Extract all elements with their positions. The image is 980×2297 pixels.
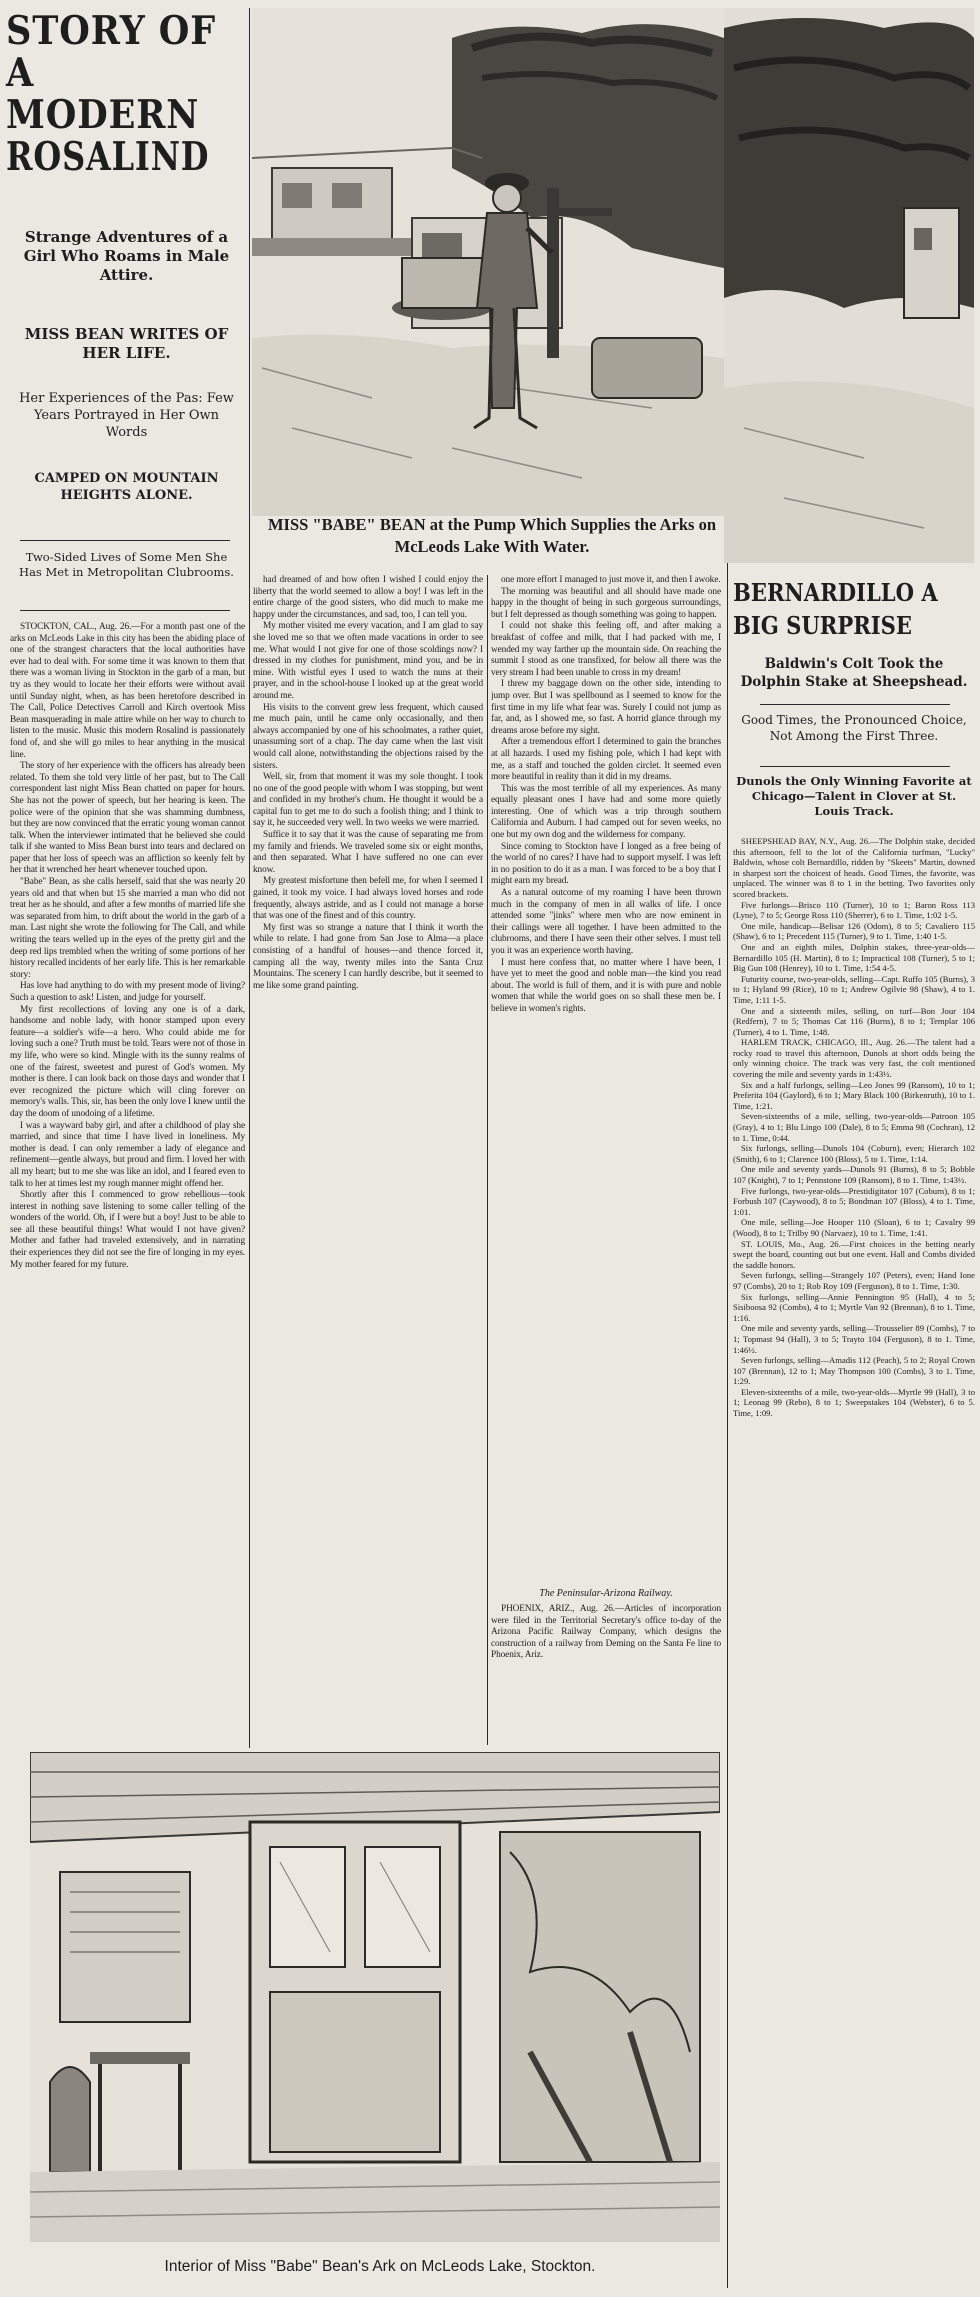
race-result: Six furlongs, selling—Annie Pennington 95 (Hall), 4 to 5; Sisiboosa 92 (Combs), 4 to 1; Myrtle Van 92 (Brennan), 8 to 1. Time, 1:16.: [733, 1291, 975, 1323]
race-result: One mile, handicap—Belisar 126 (Odom), 8 to 5; Cavaliero 115 (Shaw), 6 to 1; Precedent 115 (Turner), 9 to 1. Time, 1:40 1-5.: [733, 920, 975, 942]
pump-caption: MISS "BABE" BEAN at the Pump Which Supplies the Arks on McLeods Lake With Water.: [267, 515, 717, 556]
ark-interior-illustration: [30, 1752, 720, 2242]
paragraph: Suffice it to say that it was the cause of separating me from my family and friends. We traveled some six or eight months, and then separated. What I have suffered no one can ever know.: [253, 830, 483, 875]
paragraph: Has love had anything to do with my present mode of living? Such a question to ask! Listen, and judge for yourself.: [10, 981, 245, 1003]
paragraph: The story of her experience with the officers has already been related. To them she told very little of her past, but to The Call correspondent last night Miss Bean chatted on paper for hours. She has not the power of speech, but her hearing is keen. The police were of the opinion that she was shamming dumbness, but they are now convinced that the erratic young woman cannot talk. When the interviewer intimated that he believed she could talk if she wanted to Miss Bean burst into tears and declared on paper that her loss of speech was an affliction so keenly felt by her that it wrenched her heart whenever touched upon.: [10, 761, 245, 876]
paragraph: had dreamed of and how often I wished I could enjoy the liberty that the world seemed to allow a boy! I was left in the entire charge of the good sisters, who did much to make me happy under the circumstances, and sad, too, I can tell you.: [253, 575, 483, 620]
deck-dunols: Dunols the Only Winning Favorite at Chicago—Talent in Clover at St. Louis Track.: [736, 774, 972, 818]
paragraph: As a natural outcome of my roaming I have been thrown much in the company of men in all walks of life. I once attended some "jinks" where men who are now eminent in their callings were all together. I have been admitted to the clubrooms, and there I have seen their other selves. I must tell you it was an experience worth having.: [491, 888, 721, 956]
paragraph: I could not shake this feeling off, and after making a breakfast of coffee and milk, that I had packed with me, I wended my way farther up the mountain side. On reaching the summit I stood as one transfixed, for below all there was the very stream I had been unable to cross in my dream!: [491, 621, 721, 678]
headline-line: BERNARDILLO A: [733, 578, 938, 607]
paragraph: My first recollections of loving any one is of a dark, handsome and noble lady, with honor stamped upon every feature—a soldier's wife—a hero. Who could abide me for loving such a one? Truth must be told. Tears were not of those in my life, who were so kind. Mingle with its the sunny realms of one of the fairest, sweetest and purest of God's women. My mother is there. I can look back on those days and wonder that I ever recognized the picture which will cling forever on memory's walls. This, sir, has been the only love I knew until the day the doom of unodoing of a lifetime.: [10, 1004, 245, 1119]
race-result: Seven-sixteenths of a mile, selling, two-year-olds—Patroon 105 (Gray), 4 to 1; Blu Lingo 100 (Dale), 8 to 5; Emma 98 (Cochran), 12 to 1. Time, 0:44.: [733, 1111, 975, 1143]
deck-baldwin-colt: Baldwin's Colt Took the Dolphin Stake at Sheepshead.: [740, 656, 968, 690]
paragraph: Well, sir, from that moment it was my sole thought. I took no one of the good people with whom I was stopping, but went and confided in my brother's chum. He thought it would be a capital fun to get me to do such a foolish thing; and I think to say it, he succeeded very well. In two weeks we were married.: [253, 772, 483, 829]
deck-good-times: Good Times, the Pronounced Choice, Not Among the First Three.: [741, 713, 967, 743]
column-divider: [487, 575, 488, 1745]
deck-miss-bean: MISS BEAN WRITES OF HER LIFE.: [24, 325, 229, 362]
ark-interior-drawing: [30, 1752, 720, 2242]
race-result: Five furlongs, two-year-olds—Prestidigitator 107 (Coburn), 8 to 1; Forbush 107 (Caywood), 8 to 5; Bondman 107 (Bloss), 4 to 1. Time, 1:01.: [733, 1185, 975, 1217]
race-result: Seven furlongs, selling—Strangely 107 (Peters), even; Hand Ione 97 (Combs), 20 to 1; Rob Roy 109 (Ferguson), 8 to 1. Time, 1:30.: [733, 1270, 975, 1291]
deck-camped: CAMPED ON MOUNTAIN HEIGHTS ALONE.: [34, 471, 219, 503]
story-continued-col2: [491, 575, 721, 1580]
column-rule: [20, 540, 230, 541]
paragraph: His visits to the convent grew less frequent, which caused me much pain, until he came only occasionally, and then always accompanied by one of his schoolmates, a rather quiet, unassuming sort of a chap. The day came when the last visit would call alone, notwithstanding the objections raised by the sisters.: [253, 702, 483, 771]
race-result: Eleven-sixteenths of a mile, two-year-olds—Myrtle 99 (Hall), 3 to 1; Leonag 99 (Rebo), 8 to 1; Sweepstakes 104 (Webster), 6 to 5. Time, 1:09.: [733, 1386, 975, 1419]
column-divider: [249, 8, 250, 1748]
headline-line: STORY OF: [6, 8, 217, 54]
race-result: One and a sixteenth miles, selling, on turf—Bon Jour 104 (Redfern), 7 to 5; Thomas Cat 116 (Burns), 8 to 1; Templar 106 (Turner), 4 to 1. Time, 1:48.: [733, 1005, 975, 1037]
paragraph: This was the most terrible of all my experiences. As many equally pleasant ones I have had and some more quietly interesting. One of which was a trip through southern California and Auburn. I had camped out for seven weeks, no one but my own dog and the wilderness for company.: [491, 783, 721, 841]
headline-line: A MODERN: [6, 50, 200, 138]
paragraph: I threw my baggage down on the other side, intending to jump over. But I was spellbound as I seemed to know for the first time in my life what fear was. Surely I could not jump as far, and, as I showed me, so fast. A horrid glance through my dreams arose before my sight.: [491, 679, 721, 736]
paragraph: After a tremendous effort I determined to gain the branches at all hazards. I used my fishing pole, which I had kept with me, as a staff and touched the golden circlet. It seemed even more beautiful in reality than it did in my dreams.: [491, 737, 721, 783]
paragraph: My mother visited me every vacation, and I am glad to say she loved me so that we often made vacations in order to see me. What would I not give for one of those scoldings now? I dressed in my clothes for punishment, mind you, and be in mine. With wistful eyes I used to watch the nuns at their prayer, and in the school-house I looked up at the great world around me.: [253, 621, 483, 701]
paragraph: "Babe" Bean, as she calls herself, said that she was nearly 20 years old and that when but 15 she married a man who did not treat her as he should, and after a few months of married life she was separated from him, to drift about the world in the garb of a man. Last night she wrote the following for The Call, and while writing the tears welled up in the eyes of the pretty girl and the deep red lips trembled when the writing of some portions of her history recalled incidents of her early life. This is her remarkable story:: [10, 877, 245, 980]
deck-strange-adventures: Strange Adventures of a Girl Who Roams in Male Attire.: [23, 228, 230, 284]
paragraph: I was a wayward baby girl, and after a childhood of play she married, and since that time I have lived in loneliness. My mother is dead. I can only remember a lady of elegance and refinement—gentle always, but proud and firm. I loved her with all my heart; but to me she was like an idol, and I feared even to talk to her at times lest my rough manner might offend her.: [10, 1120, 245, 1189]
race-result: One mile and seventy yards, selling—Trousselier 89 (Combs), 7 to 1; Topmast 94 (Hall), 3 to 5; Trayto 104 (Ferguson), 8 to 1. Time, 1:46½.: [733, 1323, 975, 1355]
column-rule: [760, 704, 950, 705]
race-result: Seven furlongs, selling—Amadis 112 (Peach), 5 to 2; Royal Crown 107 (Brennan), 12 to 1; May Thompson 100 (Combs), 3 to 1. Time, 1:29.: [733, 1355, 975, 1387]
paragraph: STOCKTON, CAL., Aug. 26.—For a month past one of the arks on McLeods Lake in this city has been the abiding place of one of the strangest characters that the local authorities have ever had to deal with. For some time it was known to them that there was a woman living in Stockton in the garb of a man, but try as they would to locate her their efforts were without avail until Sunday night, when, as has been heretofore described in The Call, Police Detectives Carroll and Kirch overtook Miss Bean masquerading in male attire while on her way to church to listen to the music. Music this modern Rosalind is passionately fond of, and she will go miles to hear anything in the musical line.: [10, 622, 245, 760]
paragraph: one more effort I managed to just move it, and then I awoke.: [501, 575, 721, 585]
headline-line: BIG SURPRISE: [733, 611, 913, 640]
ark-interior-caption: Interior of Miss "Babe" Bean's Ark on McLeods Lake, Stockton.: [164, 2258, 596, 2275]
rosalind-story-body: [10, 622, 245, 1642]
deck-two-sided: Two-Sided Lives of Some Men She Has Met in Metropolitan Clubrooms.: [19, 550, 234, 579]
paragraph: Since coming to Stockton have I longed as a free being of the world of no cares? I have had to support myself. I was left in no position to do it as a man. I was forced to be a boy that I might earn my bread.: [491, 841, 721, 887]
paragraph: My first was so strange a nature that I think it worth the while to relate. I had gone from San Jose to Alma—a place consisting of a handful of houses—and thence forced it, camping all the way, twenty miles into the Santa Cruz Mountains. The scenery I can hardly describe, but it seemed to me like some grand painting.: [253, 922, 483, 991]
tree-drawing: [724, 8, 974, 563]
paragraph: Shortly after this I commenced to grow rebellious—took interest in nothing save listening to some caller telling of the wonders of the world. Oh, if I were but a boy! Just to be able to see all these beautiful things! What would I not have given? Mother and father had traveled extensively, and in narrating their experiences they did not see the fire of longing in my eyes. My mother feared for my future.: [10, 1190, 245, 1270]
headline-line: ROSALIND: [6, 134, 210, 180]
race-result: Six furlongs, selling—Dunols 104 (Coburn), even; Hierarch 102 (Smith), 6 to 1; Clarence 100 (Bloss), 5 to 1. Time, 1:14.: [733, 1143, 975, 1164]
pump-illustration-extension: [724, 8, 974, 563]
column-rule: [760, 766, 950, 767]
paragraph: HARLEM TRACK, CHICAGO, Ill., Aug. 26.—The talent had a rocky road to travel this afternoon, Dunols at short odds being the only winning choice. The track was very fast, the colt mentioned covering the mile and seventy yards in 1:43½.: [733, 1037, 975, 1080]
pump-illustration: [252, 8, 724, 516]
column-rule: [20, 610, 230, 611]
deck-experiences: Her Experiences of the Pas: Few Years Portrayed in Her Own Words: [19, 391, 234, 440]
racing-results: [733, 836, 975, 2291]
race-result: Six and a half furlongs, selling—Leo Jones 99 (Ransom), 10 to 1; Preferita 104 (Gaylord), 6 to 1; Mary Black 100 (Birkenruth), 10 to 1. Time, 1:21.: [733, 1079, 975, 1111]
race-result: Five furlongs—Brisco 110 (Turner), 10 to 1; Baron Ross 113 (Lyne), 7 to 5; George Ross 110 (Sherrer), 6 to 1. Time, 1:02 1-5.: [733, 899, 975, 921]
paragraph: ST. LOUIS, Mo., Aug. 26.—First choices in the betting nearly swept the board, counting out but one event. Hall and Combs divided the saddle honors.: [733, 1238, 975, 1270]
race-result: One and an eighth miles, Dolphin stakes, three-year-olds—Bernardillo 105 (H. Martin), 8 to 1; Impractical 108 (Turner), 5 to 1; Big Gun 108 (Henrey), 10 to 1. Time, 1:54 4-5.: [733, 941, 975, 974]
railway-item: PHOENIX, ARIZ., Aug. 26.—Articles of incorporation were filed in the Territorial Secretary's office to-day of the Arizona Pacific Railway Company, which designs the construction of a railway from Deming on the Santa Fe line to Phoenix, Ariz.: [491, 1604, 721, 1661]
left-headline: [6, 10, 246, 178]
railway-head: The Peninsular-Arizona Railway.: [539, 1588, 673, 1599]
race-result: Futurity course, two-year-olds, selling—Capt. Ruffo 105 (Burns), 3 to 1; Hyland 99 (Rice), 10 to 1; Andrew Ogilvie 98 (Shaw), 4 to 1. Time, 1:11 1-5.: [733, 973, 975, 1005]
race-result: One mile and seventy yards—Dunols 91 (Burns), 8 to 5; Bobble 107 (Knight), 7 to 1; Pennstone 109 (Ransom), 8 to 1. Time, 1:43½.: [733, 1164, 975, 1185]
paragraph: My greatest misfortune then befell me, for when I seemed I gained, it took my voice. I had always loved horses and rode frequently, always astride, and as I could not manage a horse that was one of the finest and of this country.: [253, 876, 483, 922]
paragraph: SHEEPSHEAD BAY, N.Y., Aug. 26.—The Dolphin stake, decided this afternoon, fell to the lot of the California turfman, "Lucky" Baldwin, whose colt Bernardillo, ridden by "Skeets" Martin, downed in sharpest sort the choicest of heads. Good Times, the favorite, was unplaced. The winner was 8 to 1 in the betting. Two favorites only scored brackets.: [733, 836, 975, 899]
paragraph: I must here confess that, no matter where I have been, I have yet to meet the good and noble man—the kind you read about. The world is full of them, and it is with pure and noble women that while the world goes on so shall these men be. I believe in women's rights.: [491, 957, 721, 1014]
right-headline: [733, 576, 975, 642]
pump-scene-drawing: [252, 8, 724, 516]
paragraph: The morning was beautiful and all should have made one happy in the thought of being in such gorgeous surroundings, but I felt depressed as though something was going to happen.: [491, 586, 721, 620]
race-result: One mile, selling—Joe Hooper 110 (Sloan), 6 to 1; Cavalry 99 (Wood), 8 to 1; Trilby 90 (Narvaez), 10 to 1. Time, 1:41.: [733, 1217, 975, 1238]
story-continued-col1: [253, 575, 483, 1745]
